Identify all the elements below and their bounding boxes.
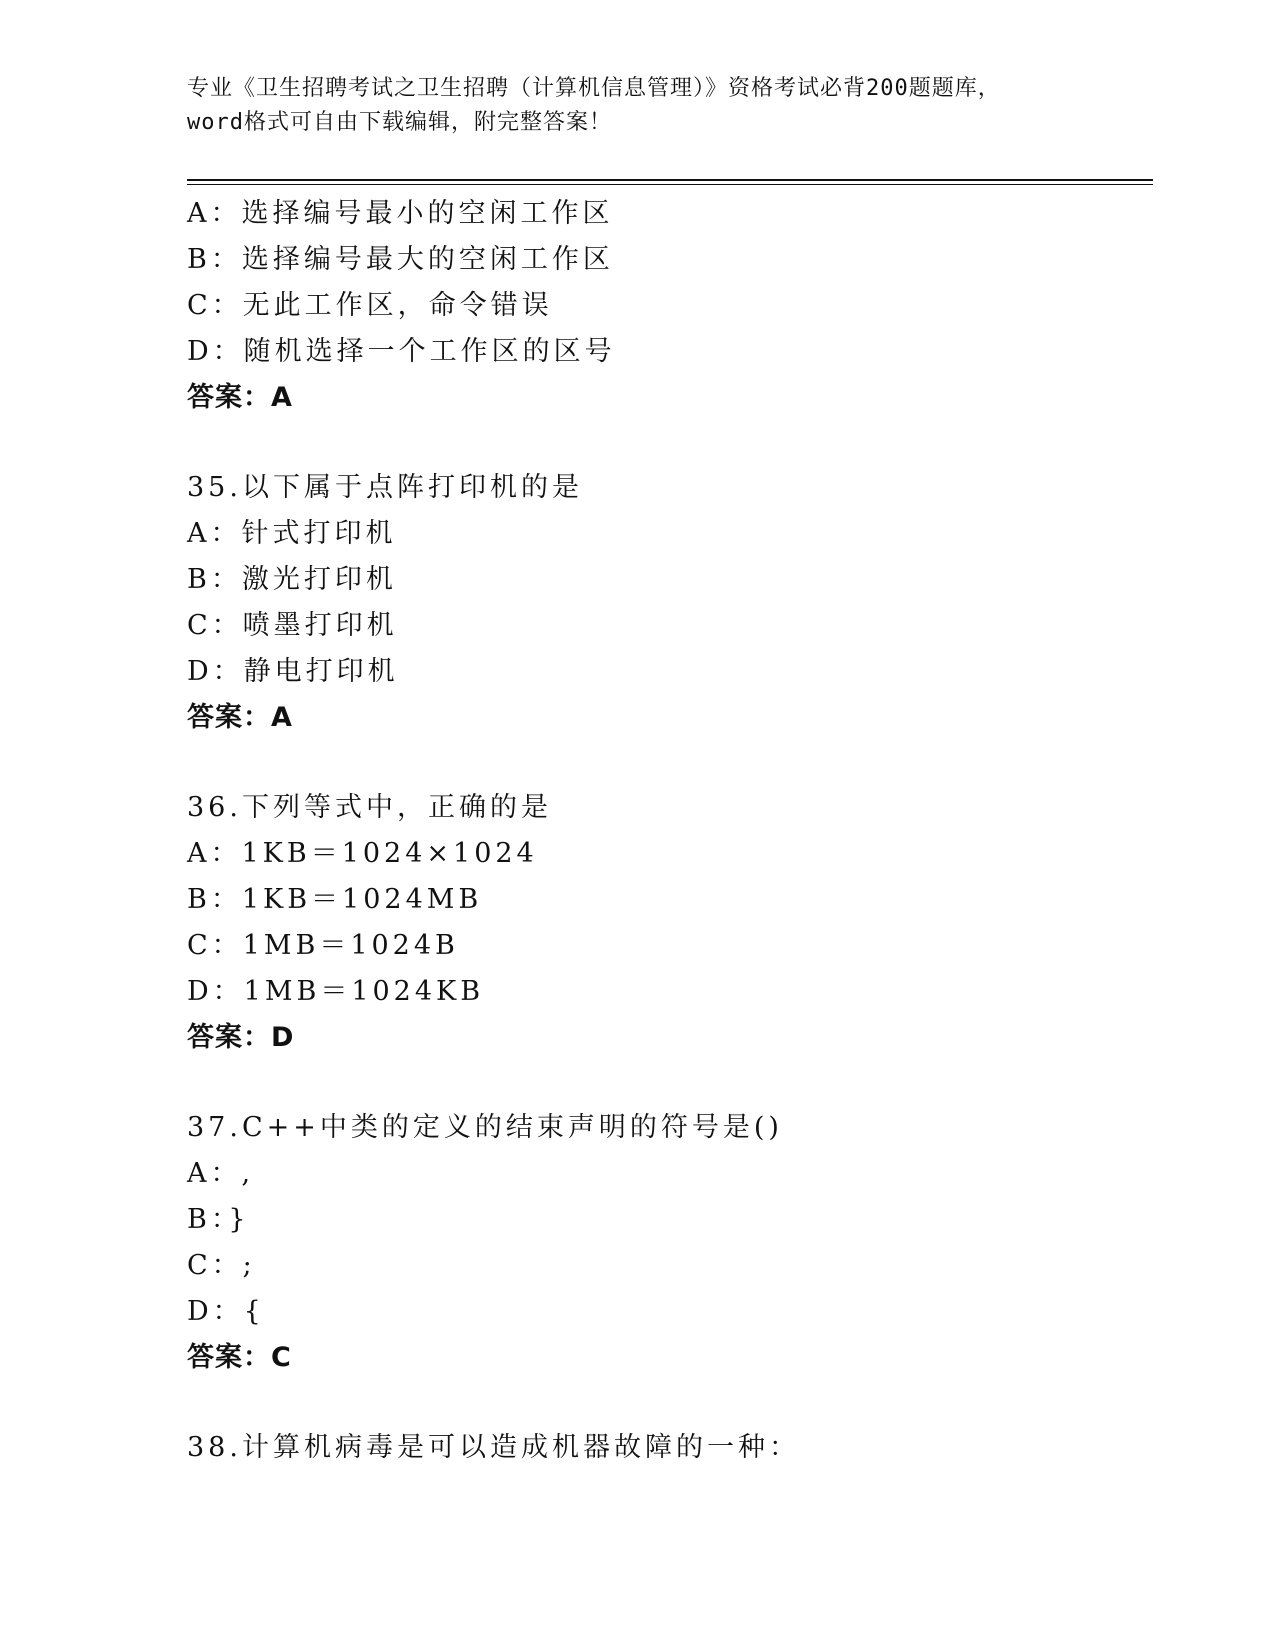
answer: 答案：A — [187, 702, 293, 733]
spacer — [187, 741, 1147, 785]
option-a: A：针式打印机 — [187, 518, 397, 549]
option-c: C：1MB＝1024B — [187, 930, 459, 961]
question-36 — [187, 785, 1147, 1061]
document-header — [187, 72, 1087, 140]
question-34 — [187, 191, 1147, 421]
option-b: B：激光打印机 — [187, 564, 397, 595]
header-rule-thick — [187, 179, 1153, 181]
option-c: C：; — [187, 1250, 256, 1281]
option-b: B：1KB＝1024MB — [187, 884, 483, 915]
option-a: A：选择编号最小的空闲工作区 — [187, 198, 614, 229]
spacer — [187, 1381, 1147, 1425]
question-stem: 37.C++中类的定义的结束声明的符号是() — [187, 1112, 783, 1143]
spacer — [187, 421, 1147, 465]
question-stem: 38.计算机病毒是可以造成机器故障的一种： — [187, 1432, 800, 1463]
question-stem: 36.下列等式中，正确的是 — [187, 792, 552, 823]
option-d: D：静电打印机 — [187, 656, 399, 687]
spacer — [187, 1061, 1147, 1105]
header-rule-thin — [187, 184, 1153, 185]
option-d: D：1MB＝1024KB — [187, 976, 485, 1007]
header-line-2: word格式可自由下载编辑，附完整答案！ — [187, 110, 612, 135]
option-a: A：1KB＝1024×1024 — [187, 838, 538, 869]
question-35 — [187, 465, 1147, 741]
question-stem: 35.以下属于点阵打印机的是 — [187, 472, 583, 503]
option-d: D：{ — [187, 1296, 265, 1327]
header-line-1: 专业《卫生招聘考试之卫生招聘（计算机信息管理）》资格考试必背200题题库， — [187, 76, 1001, 101]
question-list — [187, 191, 1147, 1471]
answer: 答案：A — [187, 382, 293, 413]
option-c: C：喷墨打印机 — [187, 610, 398, 641]
answer: 答案：D — [187, 1022, 295, 1053]
answer: 答案：C — [187, 1342, 292, 1373]
option-c: C：无此工作区，命令错误 — [187, 290, 553, 321]
question-38 — [187, 1425, 1147, 1471]
option-b: B：} — [187, 1204, 250, 1235]
option-b: B：选择编号最大的空闲工作区 — [187, 244, 614, 275]
option-a: A：, — [187, 1158, 255, 1189]
option-d: D：随机选择一个工作区的区号 — [187, 336, 616, 367]
question-37 — [187, 1105, 1147, 1381]
